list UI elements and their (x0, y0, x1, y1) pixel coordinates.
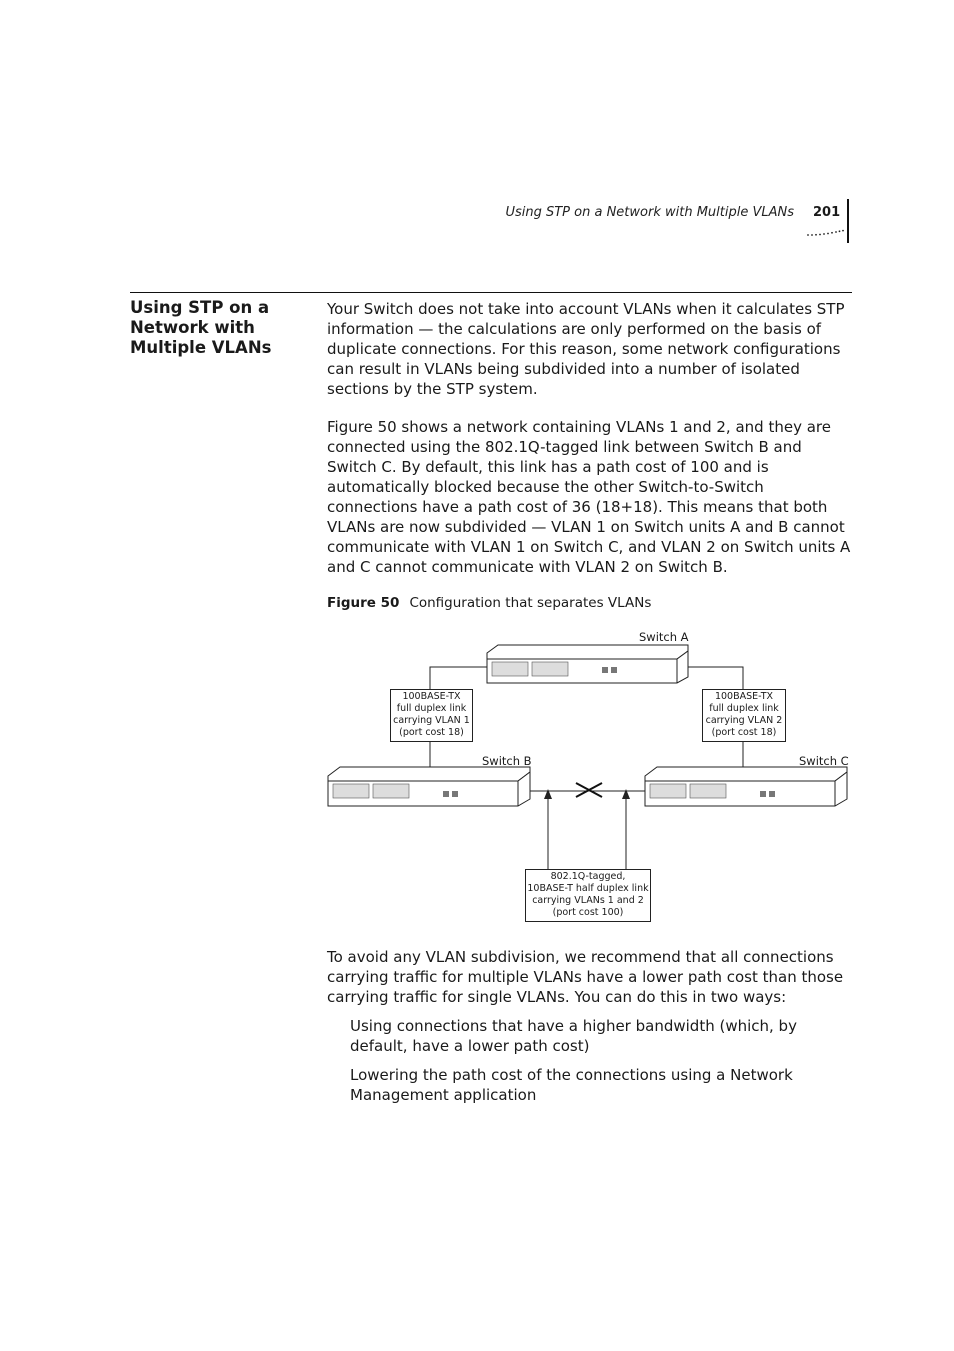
link-ab-line-1: 100BASE-TX (402, 691, 461, 702)
figure-number: Figure 50 (327, 595, 400, 611)
link-ab-line-4: (port cost 18) (399, 727, 464, 738)
list-item: Using connections that have a higher bandwidth (which, by default, have a lower path cost) (350, 1017, 797, 1055)
link-ac-line-2: full duplex link (709, 703, 779, 714)
switch-c-label: Switch C (799, 754, 849, 768)
link-ab-callout (390, 689, 473, 742)
running-title: Using STP on a Network with Multiple VLANs (505, 205, 794, 220)
link-bc-line-2: 10BASE-T half duplex link (527, 883, 649, 894)
link-bc-line-1: 802.1Q-tagged, (550, 871, 626, 882)
figure-caption (327, 595, 651, 611)
switch-a-label: Switch A (639, 630, 689, 644)
link-ac-line-3: carrying VLAN 2 (705, 715, 783, 726)
section-rule (130, 292, 852, 293)
paragraph-recommendation: To avoid any VLAN subdivision, we recommend that all connections carrying traffic for multiple VLANs have a lower path cost than those carrying traffic for single VLANs. You can do this in two ways: (327, 948, 844, 1006)
switch-c-icon (645, 767, 847, 806)
switch-a-icon (487, 645, 688, 683)
link-ac-line-4: (port cost 18) (711, 727, 777, 738)
link-bc-line-4: (port cost 100) (552, 907, 624, 918)
network-diagram (320, 625, 855, 930)
link-ab-line-2: full duplex link (396, 703, 467, 714)
link-bc-callout (525, 869, 651, 922)
page-number: 201 (813, 205, 841, 220)
switch-b-label: Switch B (482, 754, 532, 768)
link-ac-line-1: 100BASE-TX (714, 691, 774, 702)
switch-b-icon (328, 767, 530, 806)
figure-caption-text: Configuration that separates VLANs (409, 595, 652, 611)
paragraph-figure-explanation: Figure 50 shows a network containing VLANs 1 and 2, and they are connected using the 802.1Q-tagged link between Switch B and Switch C. By default, this link has a path cost of 100 and is automatically blocked because the other Switch-to-Switch connections have a path cost of 36 (18+18). This means that both VLANs are now subdivided — VLAN 1 on Switch units A and B cannot communicate with VLAN 1 on Switch C, and VLAN 2 on Switch units A and C cannot communicate with VLAN 2 on Switch B. (327, 418, 851, 576)
header-vertical-rule (847, 199, 849, 243)
header-dotted-ornament (806, 229, 846, 237)
link-ab-line-3: carrying VLAN 1 (393, 715, 470, 726)
link-ac-callout (702, 689, 786, 742)
list-item: Lowering the path cost of the connections using a Network Management application (350, 1066, 793, 1104)
section-heading: Using STP on a Network with Multiple VLANs (130, 298, 272, 357)
link-bc-line-3: carrying VLANs 1 and 2 (532, 895, 644, 906)
paragraph-intro: Your Switch does not take into account VLANs when it calculates STP information — the calculations are only performed on the basis of duplicate connections. For this reason, some network configurations can result in VLANs being subdivided into a number of isolated sections by the STP system. (327, 300, 845, 398)
